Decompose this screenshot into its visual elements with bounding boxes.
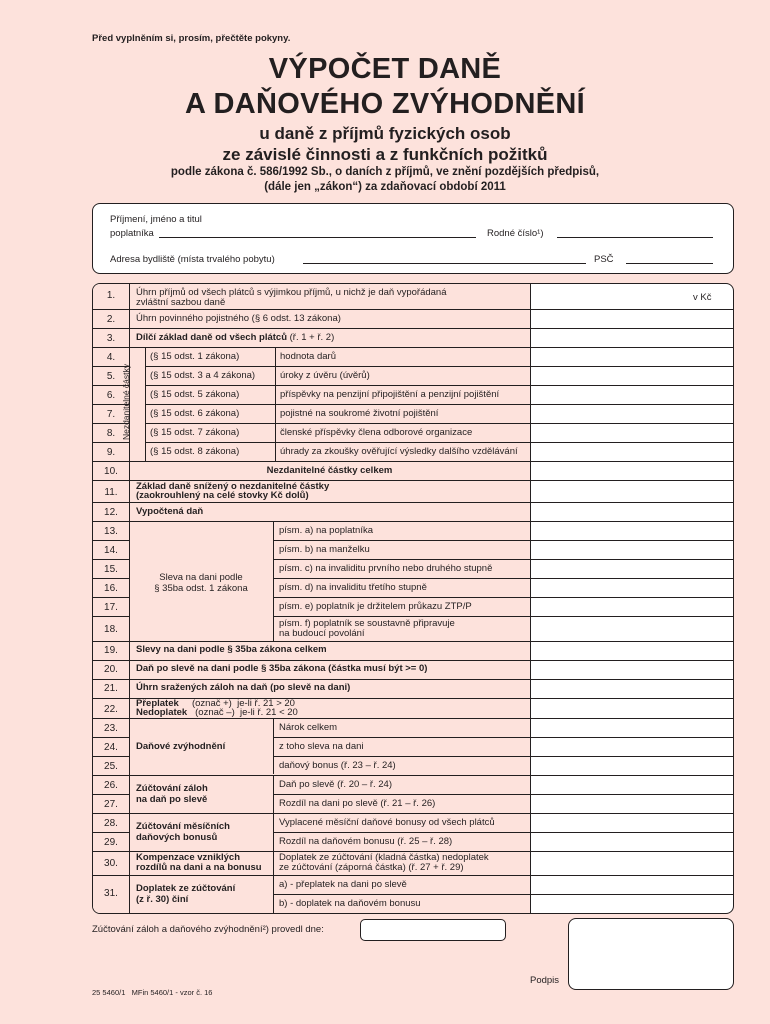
row-line bbox=[93, 559, 129, 560]
row-line bbox=[273, 578, 733, 579]
row-16-label: písm. d) na invaliditu třetího stupně bbox=[279, 582, 427, 593]
row-22-overpayment: Přeplatek bbox=[136, 698, 179, 709]
row-number: 9. bbox=[106, 447, 116, 458]
row-22-label-cont bbox=[136, 708, 298, 718]
settlement-group-label: Doplatek ze zúčtování bbox=[136, 883, 236, 894]
row-number: 30. bbox=[104, 858, 118, 869]
row-9-label: úhrady za zkoušky ověřující výsledky dalšího vzdělávání bbox=[280, 446, 518, 457]
row-line bbox=[93, 328, 733, 329]
row-number: 10. bbox=[104, 466, 118, 477]
row-30-label-cont: ze zúčtování (záporná částka) (ř. 27 + ř. 29) bbox=[279, 862, 464, 873]
row-6-label: příspěvky na penzijní připojištění a penzijní pojištění bbox=[280, 389, 500, 400]
law-reference-line1: podle zákona č. 586/1992 Sb., o daních z příjmů, ve znění pozdějších předpisů, bbox=[170, 166, 600, 178]
discount-group-label-cont: § 35ba odst. 1 zákona bbox=[154, 583, 248, 594]
name-label-line2: poplatníka bbox=[110, 228, 154, 239]
form-subtitle-line1: u daně z příjmů fyzických osob bbox=[259, 124, 511, 143]
row-line bbox=[93, 442, 129, 443]
row-9-section: (§ 15 odst. 8 zákona) bbox=[150, 446, 240, 457]
settlement-group-label-cont: (z ř. 30) činí bbox=[136, 894, 189, 905]
row-4-label: hodnota darů bbox=[280, 351, 336, 362]
taxpayer-identity-box bbox=[92, 203, 734, 274]
row-6-section: (§ 15 odst. 5 zákona) bbox=[150, 389, 240, 400]
row-number: 20. bbox=[104, 664, 118, 675]
name-label-line1: Příjmení, jméno a titul bbox=[110, 214, 202, 225]
row-15-label: písm. c) na invaliditu prvního nebo druhého stupně bbox=[279, 563, 493, 574]
row-24-label: z toho sleva na dani bbox=[279, 741, 364, 752]
row-number: 15. bbox=[104, 564, 118, 575]
row-7-label: pojistné na soukromé životní pojištění bbox=[280, 408, 439, 419]
row-line bbox=[273, 597, 733, 598]
row-8-section: (§ 15 odst. 7 zákona) bbox=[150, 427, 240, 438]
row-line bbox=[93, 616, 129, 617]
amount-column-divider bbox=[530, 284, 531, 913]
row-number: 17. bbox=[104, 602, 118, 613]
monthly-bonus-group-label-cont: daňových bonusů bbox=[136, 832, 218, 843]
row-18-label-cont: na budoucí povolání bbox=[279, 628, 365, 639]
row-line bbox=[93, 737, 129, 738]
name-field[interactable] bbox=[159, 237, 476, 238]
row-27-label: Rozdíl na dani po slevě (ř. 21 – ř. 26) bbox=[279, 798, 436, 809]
row-line bbox=[145, 442, 733, 443]
row-line bbox=[93, 794, 129, 795]
row-line bbox=[93, 775, 733, 776]
row-8-label: členské příspěvky člena odborové organizace bbox=[280, 427, 473, 438]
tax-calculation-table bbox=[92, 283, 734, 914]
row-22-underpayment-cond: (označ –) je-li ř. 21 < 20 bbox=[187, 707, 298, 718]
birth-number-label: Rodné číslo¹) bbox=[487, 228, 544, 239]
row-5-section: (§ 15 odst. 3 a 4 zákona) bbox=[150, 370, 256, 381]
settlement-date-label: Zúčtování záloh a daňového zvýhodnění²) provedl dne: bbox=[92, 924, 324, 935]
row-20-label: Daň po slevě na dani podle § 35ba zákona (částka musí být >= 0) bbox=[136, 663, 428, 674]
row-22-underpayment: Nedoplatek bbox=[136, 707, 188, 718]
settlement-date-field[interactable] bbox=[360, 919, 506, 941]
postcode-field[interactable] bbox=[626, 263, 713, 264]
row-line bbox=[93, 597, 129, 598]
row-22-overpayment-cond: (označ +) je-li ř. 21 > 20 bbox=[178, 698, 295, 709]
row-number: 6. bbox=[106, 390, 116, 401]
row-3-label-suffix: (ř. 1 + ř. 2) bbox=[287, 332, 335, 343]
row-line bbox=[273, 559, 733, 560]
row-line bbox=[145, 404, 733, 405]
row-line bbox=[93, 461, 733, 462]
row-1-label: Úhrn příjmů od všech plátců s výjimkou příjmů, u nichž je daň vypořádaná bbox=[136, 287, 447, 298]
row-line bbox=[93, 679, 733, 680]
row-line bbox=[93, 756, 129, 757]
currency-label: v Kč bbox=[693, 292, 712, 303]
row-10-label: Nezdanitelné částky celkem bbox=[266, 465, 393, 476]
row-3-label bbox=[136, 333, 334, 343]
row-number: 2. bbox=[106, 314, 116, 325]
row-number: 28. bbox=[104, 818, 118, 829]
row-line bbox=[145, 385, 733, 386]
row-line bbox=[145, 423, 733, 424]
row-line bbox=[93, 521, 733, 522]
nontaxable-group-label: Nezdanitelné částky bbox=[121, 363, 131, 441]
row-number: 29. bbox=[104, 837, 118, 848]
row-number: 19. bbox=[104, 645, 118, 656]
row-25-label: daňový bonus (ř. 23 – ř. 24) bbox=[279, 760, 396, 771]
row-3-label-main: Dílčí základ daně od všech plátců bbox=[136, 332, 287, 343]
row-line bbox=[93, 540, 129, 541]
row-number: 24. bbox=[104, 742, 118, 753]
row-7-section: (§ 15 odst. 6 zákona) bbox=[150, 408, 240, 419]
row-number: 31. bbox=[104, 888, 118, 899]
row-line bbox=[273, 540, 733, 541]
address-field[interactable] bbox=[303, 263, 586, 264]
row-number: 16. bbox=[104, 583, 118, 594]
row-number: 4. bbox=[106, 352, 116, 363]
row-19-label: Slevy na dani podle § 35ba zákona celkem bbox=[136, 644, 327, 655]
row-line bbox=[93, 309, 733, 310]
address-label: Adresa bydliště (místa trvalého pobytu) bbox=[110, 254, 275, 265]
row-number: 3. bbox=[106, 333, 116, 344]
row-number: 26. bbox=[104, 780, 118, 791]
row-number: 7. bbox=[106, 409, 116, 420]
advances-group-label-cont: na daň po slevě bbox=[136, 794, 208, 805]
row-11-label-cont: (zaokrouhlený na celé stovky Kč dolů) bbox=[136, 490, 309, 501]
signature-box[interactable] bbox=[568, 918, 734, 990]
tax-benefit-group-label: Daňové zvýhodnění bbox=[136, 741, 226, 752]
row-1-label-cont: zvláštní sazbou daně bbox=[136, 297, 226, 308]
tax-benefit-group-divider bbox=[273, 718, 274, 774]
row-31b-label: b) - doplatek na daňovém bonusu bbox=[279, 898, 421, 909]
row-line bbox=[93, 832, 129, 833]
row-line bbox=[93, 347, 733, 348]
compensation-group-label-cont: rozdílů na dani a na bonusu bbox=[136, 862, 262, 873]
row-30-label: Doplatek ze zúčtování (kladná částka) nedoplatek bbox=[279, 852, 489, 863]
compensation-group-divider bbox=[273, 851, 274, 875]
row-line bbox=[93, 718, 733, 719]
row-line bbox=[93, 660, 733, 661]
row-number: 25. bbox=[104, 761, 118, 772]
row-31a-label: a) - přeplatek na dani po slevě bbox=[279, 879, 407, 890]
monthly-bonus-group-label: Zúčtování měsíčních bbox=[136, 821, 230, 832]
row-5-label: úroky z úvěru (úvěrů) bbox=[280, 370, 370, 381]
row-number: 11. bbox=[104, 487, 118, 498]
compensation-group-label: Kompenzace vzniklých bbox=[136, 852, 241, 863]
row-line bbox=[273, 794, 733, 795]
row-17-label: písm. e) poplatník je držitelem průkazu ZTP/P bbox=[279, 601, 472, 612]
row-number: 27. bbox=[104, 799, 118, 810]
row-number: 18. bbox=[104, 624, 118, 635]
row-29-label: Rozdíl na daňovém bonusu (ř. 25 – ř. 28) bbox=[279, 836, 453, 847]
discount-group-divider bbox=[273, 521, 274, 641]
row-line bbox=[273, 737, 733, 738]
form-title-line1: VÝPOČET DANĚ bbox=[268, 53, 502, 85]
row-number: 8. bbox=[106, 428, 116, 439]
row-number: 13. bbox=[104, 526, 118, 537]
row-line bbox=[145, 366, 733, 367]
instruction-note: Před vyplněním si, prosím, přečtěte pokyny. bbox=[92, 33, 291, 44]
row-11-label: Základ daně snížený o nezdanitelné částky bbox=[136, 481, 330, 492]
signature-label: Podpis bbox=[530, 975, 560, 986]
row-line bbox=[273, 616, 733, 617]
row-line bbox=[273, 894, 733, 895]
row-number: 1. bbox=[106, 290, 116, 301]
row-line bbox=[93, 502, 733, 503]
row-line bbox=[273, 756, 733, 757]
row-21-label: Úhrn sražených záloh na daň (po slevě na dani) bbox=[136, 682, 351, 693]
row-number: 23. bbox=[104, 723, 118, 734]
row-12-label: Vypočtená daň bbox=[136, 506, 204, 517]
row-13-label: písm. a) na poplatníka bbox=[279, 525, 373, 536]
form-code: 25 5460/1 MFin 5460/1 - vzor č. 16 bbox=[92, 988, 213, 997]
postcode-label: PSČ bbox=[594, 254, 614, 265]
row-number: 22. bbox=[104, 704, 118, 715]
row-number: 12. bbox=[104, 507, 118, 518]
row-number: 14. bbox=[104, 545, 118, 556]
row-number: 5. bbox=[106, 371, 116, 382]
row-line bbox=[93, 578, 129, 579]
row-line bbox=[93, 875, 733, 876]
row-28-label: Vyplacené měsíční daňové bonusy od všech plátců bbox=[279, 817, 495, 828]
row-line bbox=[93, 641, 733, 642]
row-23-label: Nárok celkem bbox=[279, 722, 338, 733]
form-subtitle-line2: ze závislé činnosti a z funkčních požitků bbox=[222, 145, 548, 164]
advances-group-label: Zúčtování záloh bbox=[136, 783, 208, 794]
row-number: 21. bbox=[104, 683, 118, 694]
birth-number-field[interactable] bbox=[557, 237, 713, 238]
row-14-label: písm. b) na manželku bbox=[279, 544, 370, 555]
row-26-label: Daň po slevě (ř. 20 – ř. 24) bbox=[279, 779, 392, 790]
row-4-section: (§ 15 odst. 1 zákona) bbox=[150, 351, 240, 362]
discount-group-label: Sleva na dani podle bbox=[159, 572, 243, 583]
row-18-label: písm. f) poplatník se soustavně připravuje bbox=[279, 618, 455, 629]
row-2-label: Úhrn povinného pojistného (§ 6 odst. 13 zákona) bbox=[136, 313, 341, 324]
law-reference-line2: (dále jen „zákon“) za zdaňovací období 2011 bbox=[264, 181, 506, 193]
form-title-line2: A DAŇOVÉHO ZVÝHODNĚNÍ bbox=[185, 88, 585, 120]
row-line bbox=[273, 832, 733, 833]
row-line bbox=[93, 813, 733, 814]
